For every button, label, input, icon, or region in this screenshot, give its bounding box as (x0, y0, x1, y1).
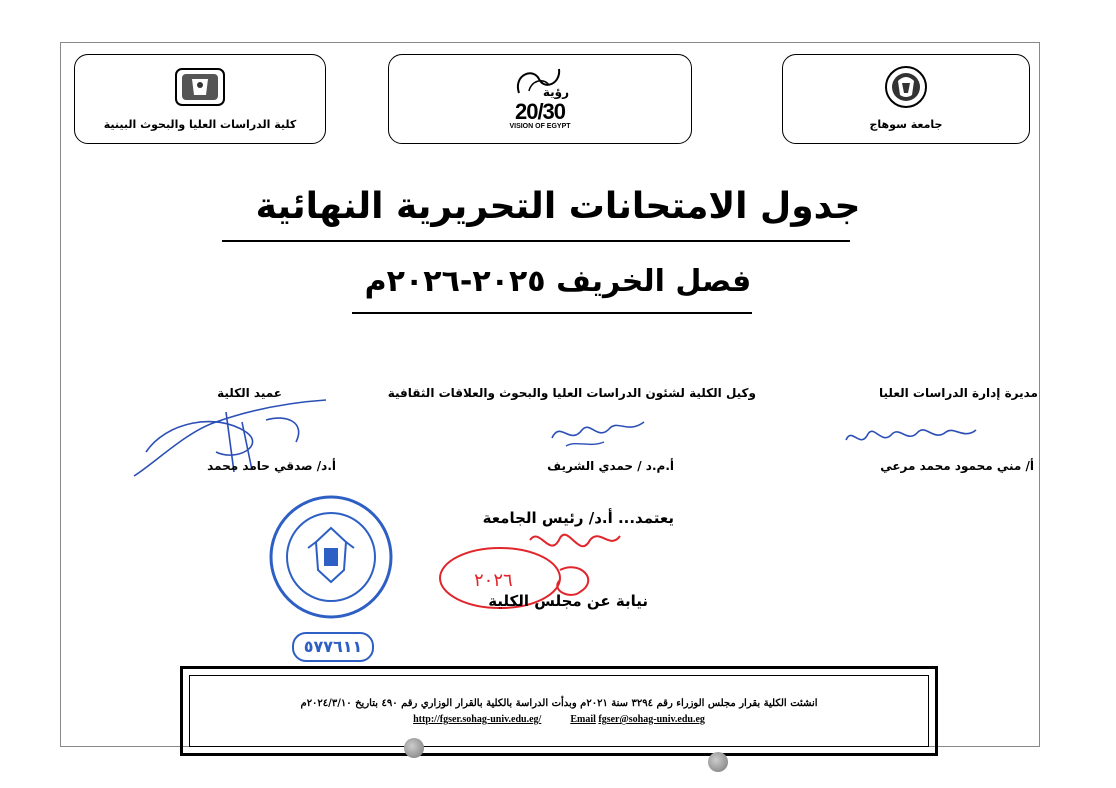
vice-dean-signature (546, 412, 656, 452)
university-header-box (782, 54, 1030, 144)
faculty-header-box (74, 54, 326, 144)
sub-title: فصل الخريف ٢٠٢٥-٢٠٢٦م (364, 264, 752, 299)
svg-text:٢٠٢٦: ٢٠٢٦ (474, 570, 513, 591)
sub-title-underline (352, 312, 752, 314)
signatory-role-dean: عميد الكلية (217, 386, 282, 400)
vision-year: 20/30 (514, 99, 566, 124)
punch-hole-right (708, 752, 728, 772)
signatory-role-vice-dean: وكيل الكلية لشئون الدراسات العليا والبحوث والعلاقات الثقافية (387, 386, 756, 400)
vision-2030-logo (495, 65, 585, 135)
seal-serial-number (292, 632, 374, 662)
signatory-name-director: أ/ مني محمود محمد مرعي (880, 459, 1034, 473)
main-title-underline (222, 240, 850, 242)
signatory-name-dean: أ.د/ صدقي حامد محمد (207, 459, 336, 473)
footer-contacts (190, 714, 928, 725)
faculty-crest-icon (170, 65, 230, 109)
email-link[interactable]: fgser@sohag-univ.edu.eg (598, 714, 705, 725)
dean-signature (126, 392, 336, 492)
establishment-decree: انشئت الكلية بقرار مجلس الوزراء رقم ٣٢٩٤ سنة ٢٠٢١م وبدأت الدراسة بالكلية بالقرار الوزاري رقم ٤٩٠ بتاريخ ٢٠٢٤/٣/١٠م (300, 698, 818, 709)
director-signature (842, 420, 982, 454)
faculty-seal-stamp (266, 492, 396, 622)
footer-box (180, 666, 938, 756)
faculty-name: كلية الدراسات العليا والبحوث البينية (103, 118, 297, 131)
seal-serial-text: ٥٧٧٦١١ (303, 637, 363, 656)
approval-line-2: نيابة عن مجلس الكلية (488, 592, 648, 610)
email-label: Email (570, 714, 596, 725)
main-title: جدول الامتحانات التحريرية النهائية (255, 186, 861, 227)
punch-hole-left (404, 738, 424, 758)
university-name: جامعة سوهاج (869, 118, 943, 131)
website-link[interactable]: http://fgser.sohag-univ.edu.eg/ (413, 714, 542, 725)
signatory-role-director: مديرة إدارة الدراسات العليا (879, 386, 1038, 400)
vision-header-box (388, 54, 692, 144)
approval-line-1: يعتمد... أ.د/ رئيس الجامعة (482, 509, 674, 527)
vision-tagline: VISION OF EGYPT (509, 123, 571, 130)
footer-inner-frame (189, 675, 929, 747)
vision-word: رؤية (542, 85, 569, 99)
sohag-university-crest-icon (876, 65, 936, 109)
signatory-name-vice-dean: أ.م.د / حمدي الشريف (547, 459, 674, 473)
